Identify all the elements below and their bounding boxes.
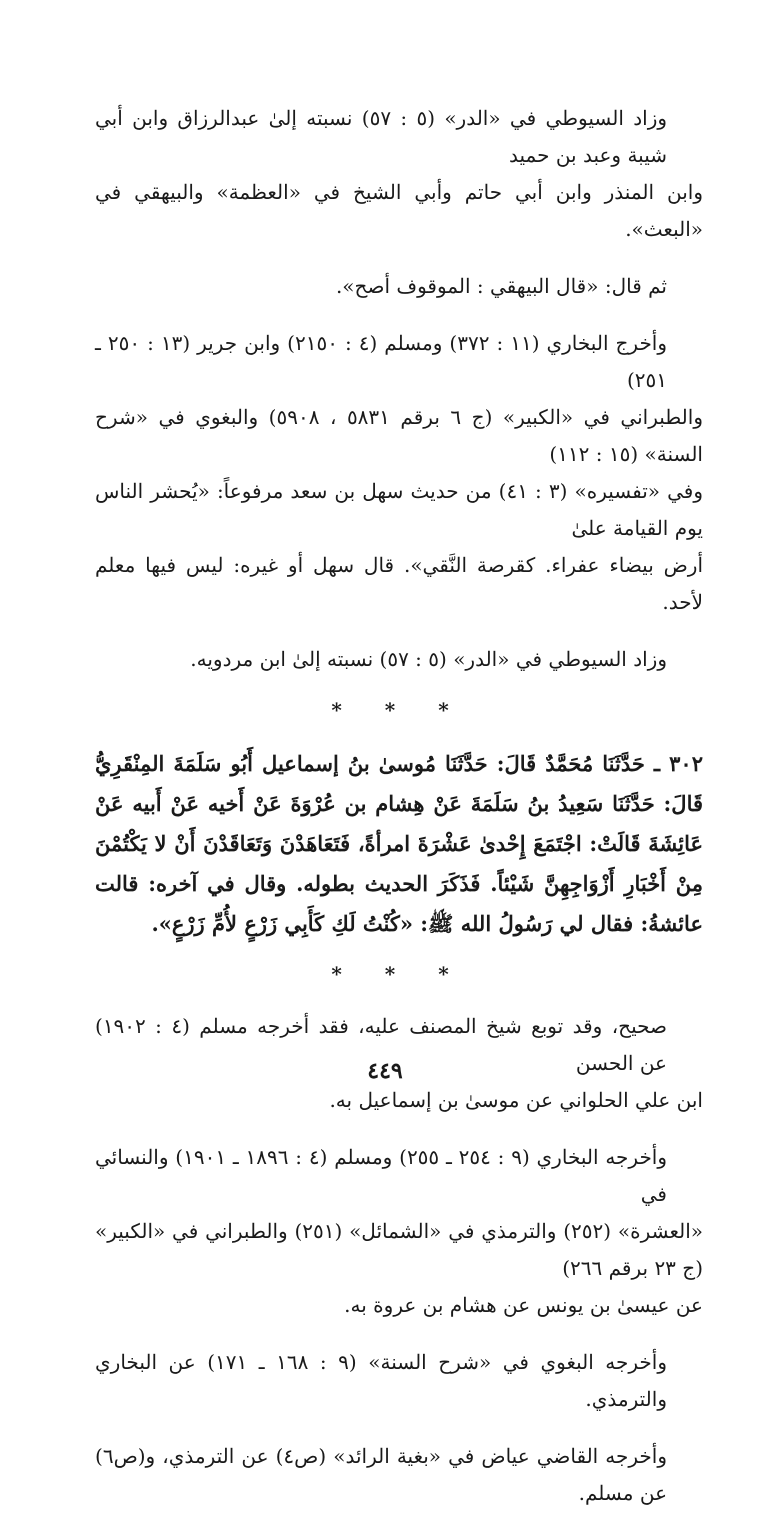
text-line: وأخرجه البغوي في «شرح السنة» (٩ : ١٦٨ ـ ١٧١) عن البخاري والترمذي.	[95, 1350, 668, 1411]
hadith-line: ٣٠٢ ـ حَدَّثَنَا مُحَمَّدٌ قَالَ: حَدَّثَنَا مُوسىٰ بنُ إسماعيل أَبُو سَلَمَةَ المِنْقَرِيُّ قَالَ: حَدَّثَنَا	[95, 751, 704, 816]
paragraph-bukhari-takhrij	[95, 325, 703, 621]
hadith-line: لأُمِّ زَرْعٍ».	[151, 911, 237, 936]
hadith-line: سَعِيدُ بنُ سَلَمَةَ عَنْ هِشام بن عُرْوَةَ عَنْ أَخيه عَنْ أَبيه عَنْ عَائِشَةَ قَالَتْ: اجْتَمَعَ إِحْدىٰ	[95, 791, 704, 856]
text-line: ابن علي الحلواني عن موسىٰ بن إسماعيل به.	[329, 1088, 703, 1112]
section-separator: * * *	[331, 698, 467, 722]
paragraph-ibn-mardawayh	[95, 641, 703, 678]
text-line: والطبراني في «الكبير» (ج ٦ برقم ٥٨٣١ ، ٥٩٠٨) والبغوي في «شرح السنة» (١٥ : ١١٢)	[95, 405, 703, 466]
section-separator: * * *	[331, 962, 467, 986]
hadith-302	[95, 744, 703, 944]
text-line: صحيح، وقد توبع شيخ المصنف عليه، فقد أخرجه مسلم (٤ : ١٩٠٢) عن الحسن	[95, 1014, 668, 1075]
text-line: وفي «تفسيره» (٣ : ٤١) من حديث سهل بن سعد مرفوعاً: «يُحشر الناس يوم القيامة علىٰ	[95, 479, 704, 540]
text-line: وزاد السيوطي في «الدر» (٥ : ٥٧) نسبته إلىٰ ابن مردويه.	[190, 647, 667, 671]
paragraph-bukhari-muslim-nasai	[95, 1139, 703, 1324]
page-number: ٤٤٩	[367, 1058, 403, 1084]
page-speck	[30, 40, 31, 41]
paragraph-qadi-iyad	[95, 1438, 703, 1512]
text-line: وزاد السيوطي في «الدر» (٥ : ٥٧) نسبته إلىٰ عبدالرزاق وابن أبي شيبة وعبد بن حميد	[95, 106, 668, 167]
hadith-line: بطوله. وقال في آخره: قالت عائشةُ: فقال لي رَسُولُ الله ﷺ: «كُنْتُ لَكِ كَأَبِي زَرْعٍ	[95, 871, 703, 936]
paragraph-suyuti-addition	[95, 100, 703, 248]
text-line: عن عيسىٰ بن يونس عن هشام بن عروة به.	[344, 1293, 703, 1317]
text-line: «العشرة» (٢٥٢) والترمذي في «الشمائل» (٢٥١) والطبراني في «الكبير» (ج ٢٣ برقم ٢٦٦)	[95, 1219, 703, 1280]
paragraph-baghawi	[95, 1344, 703, 1418]
text-line: ثم قال: «قال البيهقي : الموقوف أصح».	[335, 274, 667, 298]
text-line: أرض بيضاء عفراء. كقرصة النَّقي». قال سهل أو غيره: ليس فيها معلم لأحد.	[95, 553, 703, 614]
page-content	[95, 100, 703, 1532]
paragraph-bayhaqi-quote	[95, 268, 703, 305]
text-line: وابن المنذر وابن أبي حاتم وأبي الشيخ في «العظمة» والبيهقي في «البعث».	[95, 180, 703, 241]
hadith-line: عَشْرَةَ امرأةً، فَتَعَاهَدْنَ وَتَعَاقَدْنَ أَنْ لا يَكْتُمْنَ مِنْ أَخْبَارِ أَزْوَاجِهِنَّ شَيْئاً. فَذَكَرَ الحديث	[95, 831, 704, 896]
text-line: وأخرجه البخاري (٩ : ٢٥٤ ـ ٢٥٥) ومسلم (٤ : ١٨٩٦ ـ ١٩٠١) والنسائي في	[95, 1145, 668, 1206]
text-line: وأخرج البخاري (١١ : ٣٧٢) ومسلم (٤ : ٢١٥٠) وابن جرير (١٣ : ٢٥٠ ـ ٢٥١)	[95, 331, 668, 392]
text-line: وأخرجه القاضي عياض في «بغية الرائد» (ص٤) عن الترمذي، و(ص٦) عن مسلم.	[95, 1444, 667, 1505]
